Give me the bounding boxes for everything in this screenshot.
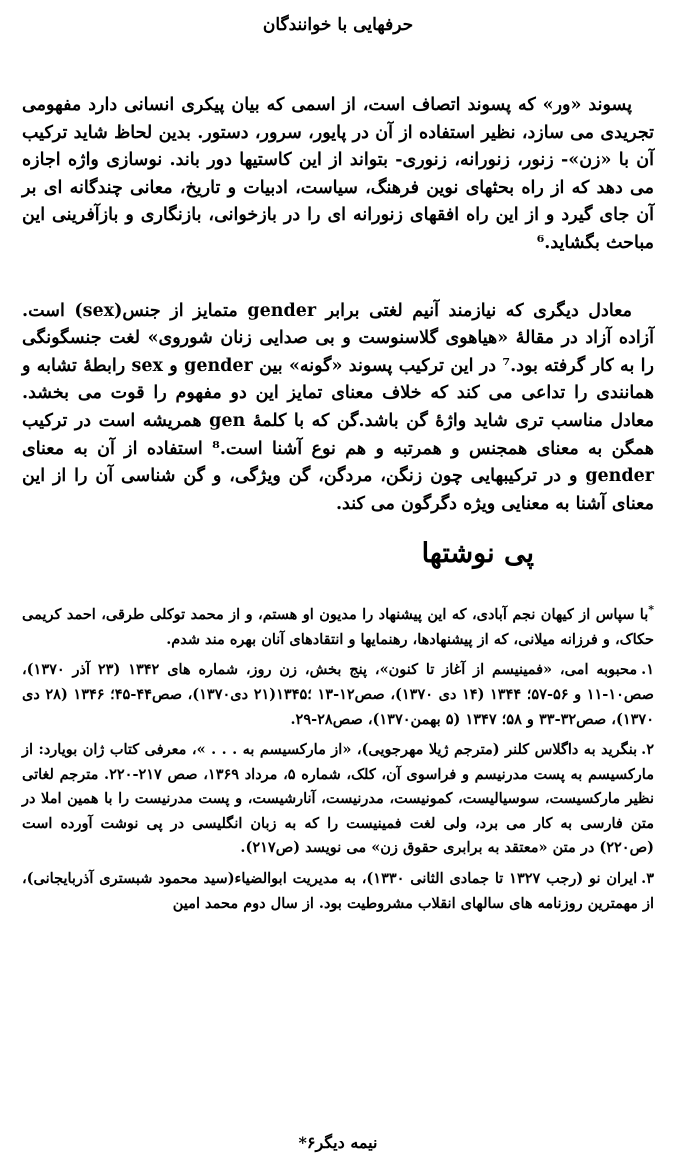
footnote xyxy=(22,738,654,861)
document-page xyxy=(22,14,654,1154)
footnotes-list xyxy=(22,598,654,916)
page-footer: نیمه دیگر۶* xyxy=(298,1133,378,1152)
footnote xyxy=(22,867,654,916)
footnote xyxy=(22,658,654,732)
footnote-number: ۳. xyxy=(641,870,654,888)
footnote-text: محبوبه امی، «فمینیسم از آغاز تا کنون»، پنج بخش، زن روز، شماره های ۱۳۴۲ (۲۳ آذر ۱۳۷۰)، صص۱۰-۱۱ و ۵۶-۵۷؛ ۱۳۴۴ (۱۴ دی ۱۳۷۰)، صص۱۲-۱۳ ؛۱۳۴۵(۲۱ دی۱۳۷۰)، صص۴۴-۴۵؛ ۱۳۴۶ (۲۸ دی ۱۳۷۰)، صص۳۲-۳۳ و ۵۸؛ ۱۳۴۷ (۵ بهمن۱۳۷۰)، صص۲۸-۲۹. xyxy=(22,661,654,728)
footnote-number: ۲. xyxy=(641,741,654,759)
footnote-number: ۱. xyxy=(641,661,654,679)
footnote-marker: * xyxy=(648,603,654,617)
notes-section-title: پی نوشتها xyxy=(421,538,534,570)
body-paragraph: پسوند «ور» که پسوند اتصاف است، از اسمی که بیان پیکری انسانی دارد مفهومی تجریدی می سازد، نظیر استفاده از آن در پایور، سرور، دستور. بدین لحاظ شاید ترکیب آن با «زن»- زنور، زنورانه، زنوری- بتواند از این کاستیها دور باند. نوسازی واژه اجازه می دهد که از راه بحثهای نوین فرهنگ، سیاست، ادبیات و تاریخ، معانی چندگانه ای بر آن جای گیرد و از این راه افقهای زنورانه ای را در بازخوانی، بازنگاری و بازآفرینی این مباحث بگشاید.⁶ xyxy=(22,95,654,253)
footnote-text: بنگرید به داگلاس کلنر (مترجم ژیلا مهرجویی)، «از مارکسیسم به . . . »، معرفی کتاب ژان بویارد: از مارکسیسم به پست مدرنیسم و فراسوی آن، کلک، شماره ۵، مرداد ۱۳۶۹، صص ۲۱۷-۲۲۰. مترجم لغاتی نظیر مارکسیست، سوسیالیست، کمونیست، مدرنیست، آنارشیست، و پست مدرنیست را با همین املا در متن فارسی به کار می برد، ولی لغت فمینیست را که به زبان انگلیسی در پی نوشت آورده است (ص۲۲۰) در متن «معتقد به برابری حقوق زن» می نویسد (ص۲۱۷). xyxy=(22,741,654,857)
footnote-text: با سپاس از کیهان نجم آبادی، که این پیشنهاد را مدیون او هستم، و از محمد توکلی طرقی، احمد کریمی حکاک، و فرزانه میلانی، که از پیشنهادها، رهنمایها و انتقادهای آنان بهره مند شدم. xyxy=(22,606,654,648)
footnote-text: ایران نو (رجب ۱۳۲۷ تا جمادی الثانی ۱۳۳۰)، به مدیریت ابوالضیاء(سید محمود شبستری آذربایجانی)، از مهمترین روزنامه های سالهای انقلاب مشروطیت بود. از سال دوم محمد امین xyxy=(22,870,654,912)
body-paragraph: معادل دیگری که نیازمند آنیم لغتی برابر gender متمایز از جنس(sex) است. آزاده آزاد در مقالهٔ «هیاهوی گلاسنوست و بی صدایی زنان شوروی» لغت جنسگونگی را به کار گرفته بود.⁷ در این ترکیب پسوند «گونه» بین gender و sex رابطهٔ تشابه و همانندی را تداعی می کند که خلاف معنای تمایز این دو مفهوم را قوت می بخشد. معادل مناسب تری شاید واژهٔ گن باشد.گن که با کلمهٔ gen همریشه است در ترکیب همگن به معنای همجنس و همرتبه و هم نوع آشنا است.⁸ استفاده از آن به معنای gender و در ترکیبهایی چون زنگن، مردگن، گن ویژگی، و گن شناسی آن را از این معنای آشنا به معنایی ویژه دگرگون می کند. xyxy=(22,300,654,514)
running-head: حرفهایی با خوانندگان xyxy=(262,15,414,35)
footnote xyxy=(22,598,654,652)
